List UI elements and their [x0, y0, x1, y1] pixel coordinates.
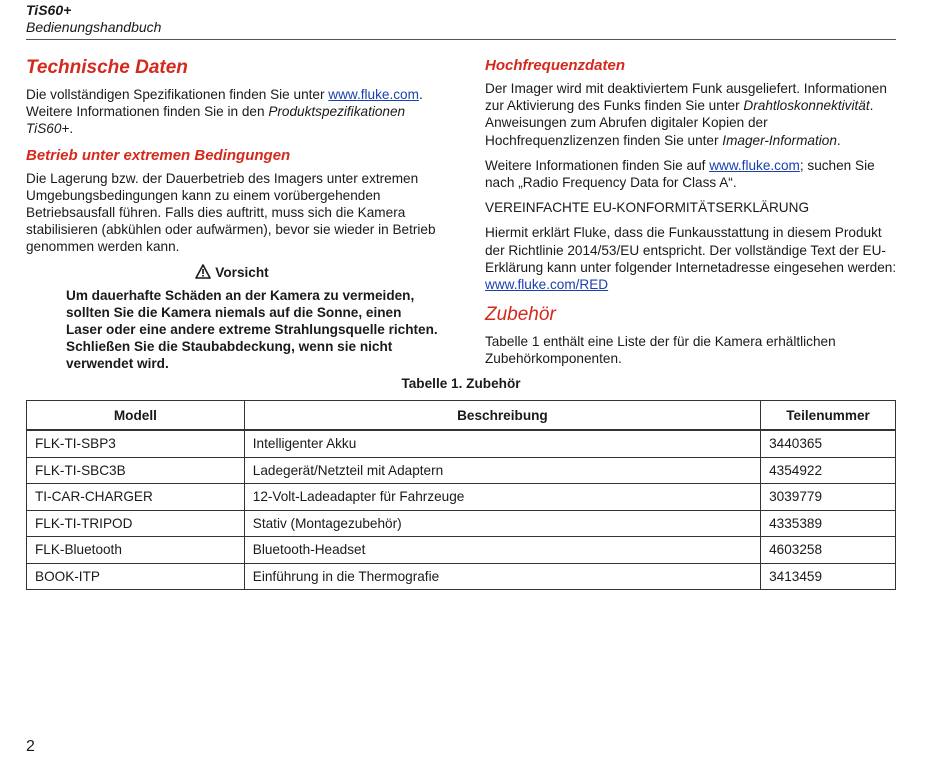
warning-triangle-icon	[195, 264, 211, 279]
table-header-row	[27, 401, 896, 431]
rf-text-2: . Anweisungen zum Abrufen digitaler Kopien der Hochfrequenzlizenzen finden Sie unter	[485, 98, 874, 148]
cell-model: FLK-TI-SBC3B	[27, 457, 245, 484]
extreme-conditions-text: Die Lagerung bzw. der Dauerbetrieb des Imagers unter extremen Umgebungsbedingungen kann zu einem vorübergehenden Betriebsausfall führen. Falls dies auftritt, muss sich die Kamera stabilisieren (abkühlen oder aufwärmen), bevor sie wieder in Betrieb genommen werden kann.	[26, 170, 436, 255]
caution-text: Um dauerhafte Schäden an der Kamera zu vermeiden, sollten Sie die Kamera niemals auf die Sonne, einen Laser oder eine andere extreme Strahlungsquelle richten. Schließen Sie die Staubabdeckung, wenn sie nicht verwendet wird.	[66, 287, 438, 372]
section-title-accessories: Zubehör	[485, 304, 556, 326]
cell-part-number: 4354922	[761, 457, 896, 484]
cell-part-number: 3039779	[761, 484, 896, 511]
column-header-description: Beschreibung	[244, 401, 760, 431]
product-name: TiS60+	[26, 2, 72, 18]
accessories-text: Tabelle 1 enthält eine Liste der für die Kamera erhältlichen Zubehörkomponenten.	[485, 334, 836, 367]
rf-text-3: .	[836, 132, 841, 148]
cell-model: FLK-TI-SBP3	[27, 430, 245, 457]
cell-model: FLK-TI-TRIPOD	[27, 510, 245, 537]
table-row	[27, 484, 896, 511]
rf-text-4: Weitere Informationen finden Sie auf	[485, 157, 710, 173]
intro-text-3: .	[69, 121, 74, 137]
table-row	[27, 537, 896, 564]
cell-part-number: 4603258	[761, 537, 896, 564]
accessories-table	[26, 400, 896, 590]
technical-data-intro	[26, 86, 438, 138]
cell-description: Bluetooth-Headset	[244, 537, 760, 564]
eu-declaration-text	[485, 224, 897, 293]
imager-information-ref: Imager-Information	[722, 132, 837, 148]
page-number: 2	[26, 738, 35, 755]
manual-title: Bedienungshandbuch	[26, 19, 162, 35]
table-row	[27, 457, 896, 484]
cell-part-number: 3413459	[761, 563, 896, 590]
table-caption: Tabelle 1. Zubehör	[401, 376, 521, 391]
rf-paragraph-1	[485, 80, 897, 149]
cell-model: BOOK-ITP	[27, 563, 245, 590]
rf-text-1: Der Imager wird mit deaktiviertem Funk ausgeliefert. Informationen zur Aktivierung des Funks finden Sie unter	[485, 81, 887, 114]
right-column	[485, 56, 897, 376]
eu-declaration-heading: VEREINFACHTE EU-KONFORMITÄTSERKLÄRUNG	[485, 200, 810, 216]
cell-model: TI-CAR-CHARGER	[27, 484, 245, 511]
rf-text-5: ; suchen Sie nach „Radio Frequency Data for Class A“.	[485, 157, 875, 191]
fluke-link-rf[interactable]: www.fluke.com	[709, 157, 800, 173]
cell-description: Stativ (Montagezubehör)	[244, 510, 760, 537]
cell-description: Einführung in die Thermografie	[244, 563, 760, 590]
section-title-radio-frequency: Hochfrequenzdaten	[485, 57, 626, 74]
cell-description: Ladegerät/Netzteil mit Adaptern	[244, 457, 760, 484]
wireless-connectivity-ref: Drahtloskonnektivität	[743, 98, 870, 114]
section-title-extreme-conditions: Betrieb unter extremen Bedingungen	[26, 146, 291, 164]
eu-text: Hiermit erklärt Fluke, dass die Funkausstattung in diesem Produkt der Richtlinie 2014/53/EU entspricht. Der vollständige Text der EU-Erklärung kann unter folgender Internetadresse eingesehen werden:	[485, 225, 897, 275]
cell-part-number: 3440365	[761, 430, 896, 457]
table-row	[27, 563, 896, 590]
column-header-part-number: Teilenummer	[761, 401, 896, 431]
spec-document-name: Produktspezifikationen TiS60+	[26, 104, 406, 137]
rf-paragraph-2	[485, 157, 897, 191]
cell-description: 12-Volt-Ladeadapter für Fahrzeuge	[244, 484, 760, 511]
intro-text: Die vollständigen Spezifikationen finden Sie unter	[26, 87, 329, 102]
section-title-technical-data: Technische Daten	[26, 57, 188, 78]
left-column	[26, 56, 438, 373]
page-header	[26, 2, 896, 40]
fluke-red-link[interactable]: www.fluke.com/RED	[485, 277, 609, 293]
table-row	[27, 510, 896, 537]
intro-text-2: . Weitere Informationen finden Sie in den	[26, 87, 423, 120]
column-header-model: Modell	[27, 401, 245, 431]
cell-part-number: 4335389	[761, 510, 896, 537]
fluke-link[interactable]: www.fluke.com	[328, 87, 419, 102]
table-row	[27, 430, 896, 457]
caution-heading	[26, 264, 438, 281]
caution-label: Vorsicht	[215, 264, 269, 280]
cell-description: Intelligenter Akku	[244, 430, 760, 457]
cell-model: FLK-Bluetooth	[27, 537, 245, 564]
